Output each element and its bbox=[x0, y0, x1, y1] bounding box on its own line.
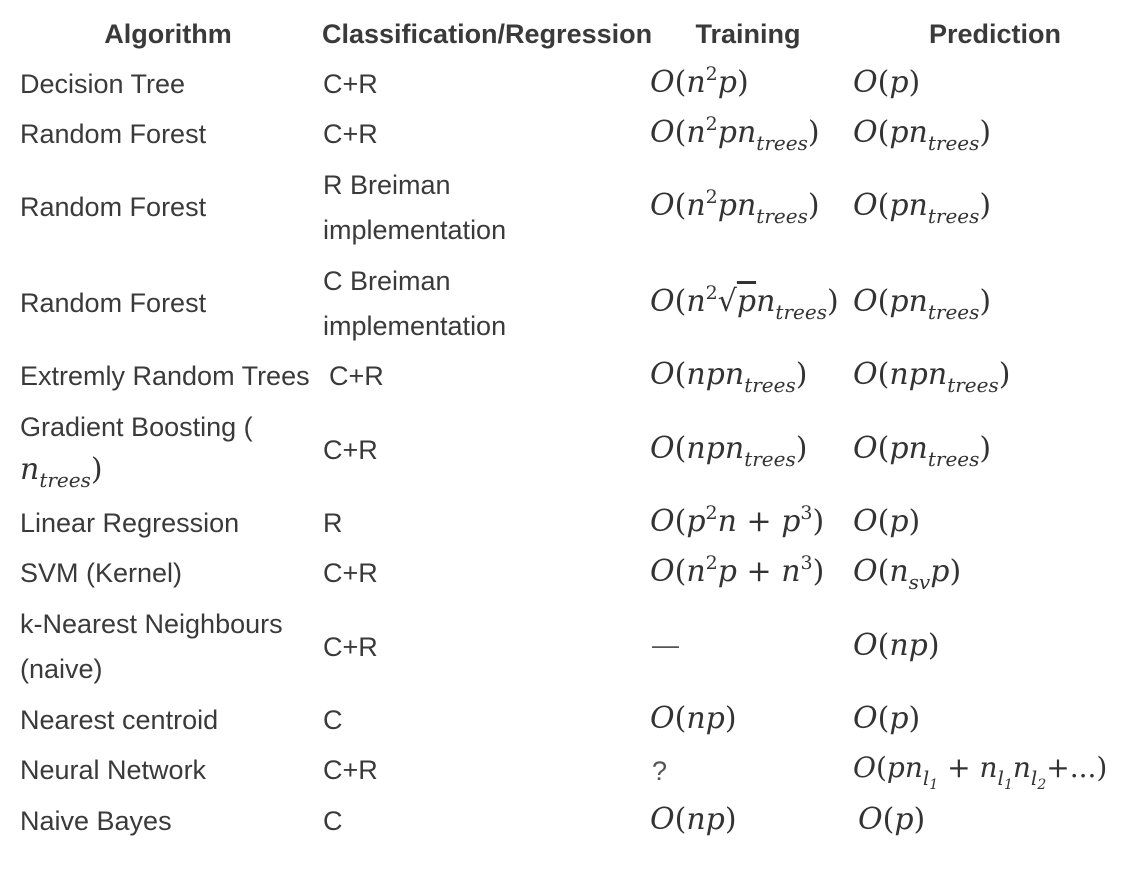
type-cell: R bbox=[323, 508, 343, 538]
prediction-formula: O(p) bbox=[853, 701, 921, 736]
algorithm-cell-math: $n_{trees}$) bbox=[20, 452, 103, 492]
type-cell: C Breiman bbox=[323, 266, 451, 296]
prediction-formula: $O(n_{sv}p)$ bbox=[853, 554, 962, 594]
training-formula: O(npn$_{trees}$) bbox=[650, 431, 808, 471]
training-formula: O(npn$_{trees}$) bbox=[650, 357, 808, 397]
training-formula: $O(n^2p + n^3)$ bbox=[650, 552, 825, 589]
prediction-formula: $O(pn_{trees})$ bbox=[853, 188, 992, 228]
training-formula: $O(n^2pn_{trees})$ bbox=[650, 186, 820, 228]
prediction-formula: O(npn$_{trees}$) bbox=[853, 357, 1011, 397]
type-cell: C bbox=[323, 705, 343, 735]
algorithm-cell: k-Nearest Neighbours bbox=[20, 609, 283, 639]
algorithm-cell: Random Forest bbox=[20, 288, 207, 318]
algorithm-cell: Extremly Random Trees bbox=[20, 361, 310, 391]
type-cell: C+R bbox=[323, 69, 378, 99]
type-cell: C+R bbox=[323, 632, 378, 662]
type-cell: C+R bbox=[323, 558, 378, 588]
prediction-formula: $O(pn_{trees})$ bbox=[853, 431, 992, 471]
training-formula: $O(n^2pn_{trees})$ bbox=[650, 113, 820, 155]
type-cell: R Breiman bbox=[323, 170, 451, 200]
prediction-formula: O(p) bbox=[853, 504, 921, 539]
type-cell: implementation bbox=[323, 215, 507, 245]
prediction-formula: O(p) bbox=[858, 802, 926, 837]
algorithm-cell: Decision Tree bbox=[20, 69, 186, 99]
algorithm-cell: Random Forest bbox=[20, 192, 207, 222]
prediction-formula: O(np) bbox=[853, 628, 940, 663]
training-formula: $O(n^2p)$ bbox=[650, 63, 749, 100]
type-cell: C+R bbox=[323, 119, 378, 149]
training-formula: — bbox=[652, 630, 679, 660]
prediction-formula: $O(pn_{trees})$ bbox=[853, 284, 992, 324]
prediction-formula: $O(pn_{l_1} + n_{l_1}n_{l_2}+...)$ bbox=[853, 751, 1108, 793]
prediction-formula: $O(pn_{trees})$ bbox=[853, 115, 992, 155]
training-formula: ? bbox=[652, 756, 668, 786]
training-formula: $O(n^2√pn_{trees})$ bbox=[650, 282, 839, 324]
training-formula: $O(p^2n + p^3)$ bbox=[650, 502, 825, 539]
type-cell: C+R bbox=[329, 361, 384, 391]
header-algorithm: Algorithm bbox=[104, 19, 232, 49]
algorithm-cell: Nearest centroid bbox=[20, 705, 219, 735]
algorithm-cell: SVM (Kernel) bbox=[20, 558, 183, 588]
header-training: Training bbox=[695, 19, 801, 49]
algorithm-cell: Neural Network bbox=[20, 755, 207, 785]
training-formula: O(np) bbox=[650, 701, 737, 736]
header-prediction: Prediction bbox=[928, 19, 1062, 49]
type-cell: implementation bbox=[323, 311, 507, 341]
algorithm-cell: Naive Bayes bbox=[20, 806, 172, 836]
algorithm-cell: (naive) bbox=[20, 654, 103, 684]
type-cell: C+R bbox=[323, 755, 378, 785]
training-formula: O(np) bbox=[650, 802, 737, 837]
algorithm-cell: Linear Regression bbox=[20, 508, 240, 538]
type-cell: C bbox=[323, 806, 343, 836]
type-cell: C+R bbox=[323, 435, 378, 465]
prediction-formula: O(p) bbox=[853, 65, 921, 100]
algorithm-cell: Random Forest bbox=[20, 119, 207, 149]
header-classification-regression: Classification/Regression bbox=[322, 19, 653, 49]
algorithm-cell: Gradient Boosting ( bbox=[20, 412, 253, 442]
